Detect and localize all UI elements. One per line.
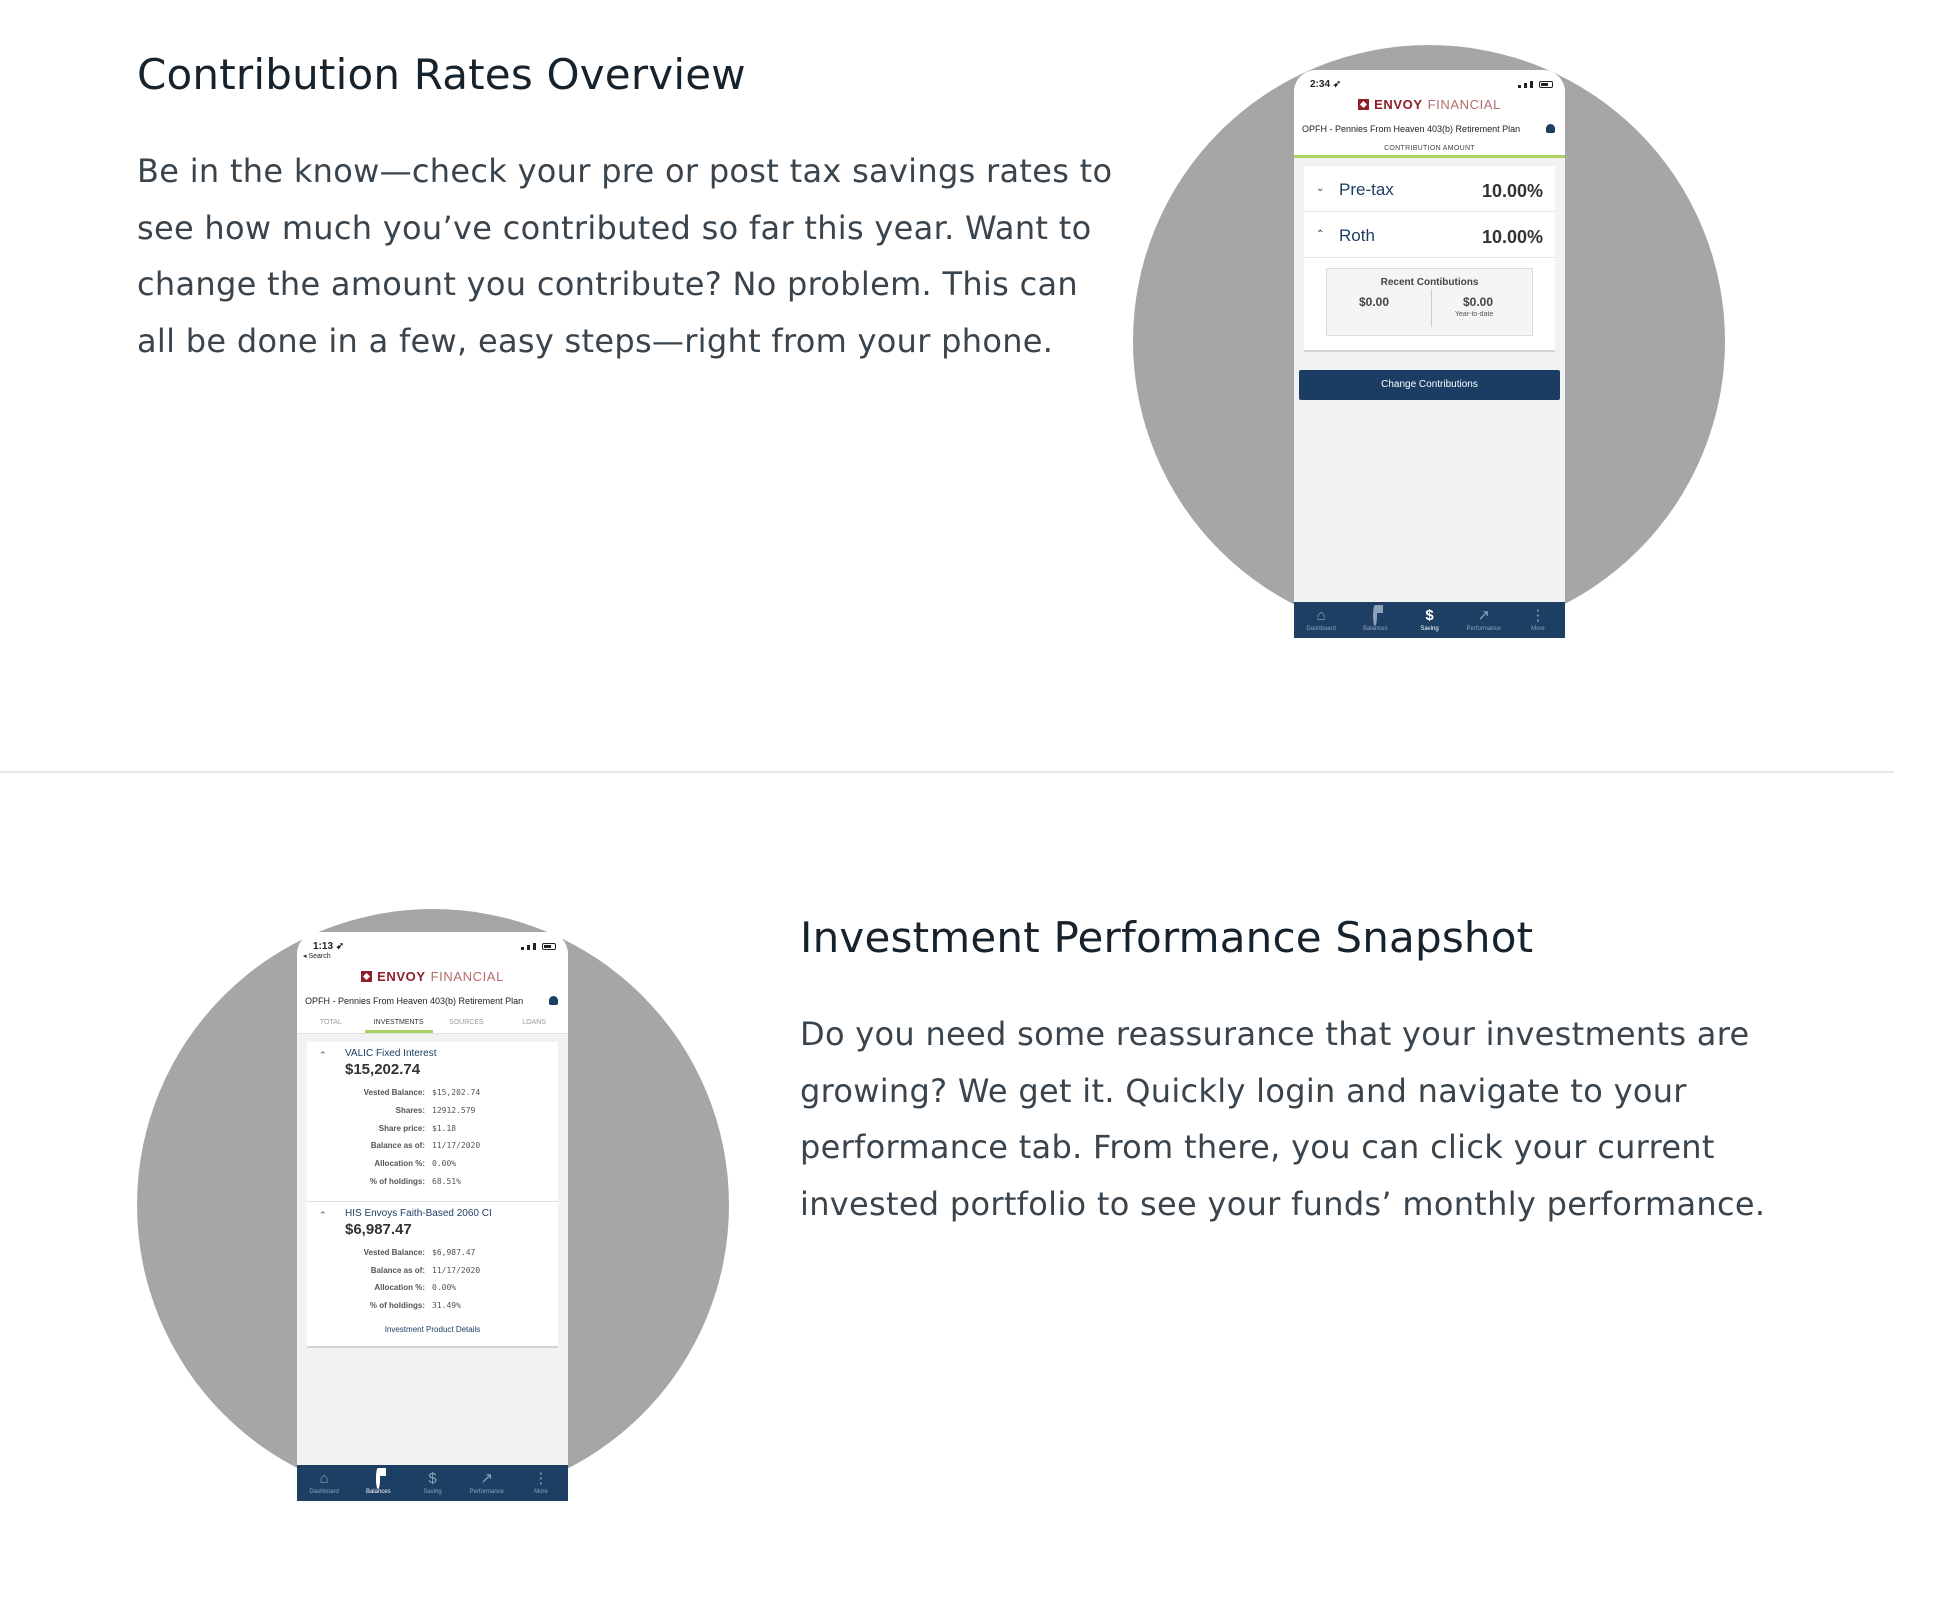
pie-chart-icon <box>1373 605 1377 626</box>
rate-row-roth[interactable] <box>1304 212 1555 258</box>
detail-row <box>307 1137 558 1155</box>
status-time: 2:34 ➶ <box>1310 79 1342 90</box>
detail-value: 11/17/2020 <box>432 1265 481 1275</box>
brand-suffix: FINANCIAL <box>430 968 504 984</box>
ytd-label: Year-to-date <box>1455 311 1494 318</box>
investments-card <box>307 1042 558 1348</box>
home-icon: ⌂ <box>319 1470 329 1487</box>
subtab-total[interactable]: TOTAL <box>319 1019 342 1026</box>
trend-icon: ↗ <box>480 1470 493 1487</box>
tab-balances[interactable] <box>1348 602 1402 638</box>
detail-value: 12912.579 <box>432 1105 476 1115</box>
trend-icon: ↗ <box>1477 607 1490 624</box>
signal-wifi-battery-icon <box>521 943 556 950</box>
investment-performance-description <box>800 1006 1765 1232</box>
detail-key: Balance as of: <box>370 1141 425 1151</box>
rate-label: Roth <box>1339 226 1375 245</box>
detail-row <box>307 1120 558 1138</box>
section-divider <box>0 771 1894 773</box>
subtab-investments[interactable]: INVESTMENTS <box>365 1012 433 1033</box>
chevron-up-icon: ⌃ <box>1316 229 1325 240</box>
description-line: Be in the know—check your pre or post tax savings rates to <box>137 152 1113 190</box>
tab-label: Saving <box>423 1489 442 1495</box>
brand-name: ENVOY <box>1374 96 1423 112</box>
tab-performance[interactable] <box>460 1465 514 1501</box>
contribution-card <box>1304 166 1555 352</box>
detail-value: $1.18 <box>432 1123 457 1133</box>
subtab-loans[interactable]: LOANS <box>522 1019 546 1026</box>
rate-row-pretax[interactable] <box>1304 166 1555 212</box>
detail-value: 31.49% <box>432 1301 461 1311</box>
detail-row <box>307 1297 558 1315</box>
recent-contributions-box <box>1326 268 1533 336</box>
description-line: performance tab. From there, you can click your current <box>800 1128 1715 1166</box>
detail-key: Balance as of: <box>370 1265 425 1275</box>
phone-contributions-screenshot <box>1294 70 1565 638</box>
recent-contribution-value: $0.00 <box>1359 295 1390 309</box>
contribution-amount-label: CONTRIBUTION AMOUNT <box>1294 140 1565 158</box>
fund-name: VALIC Fixed Interest <box>345 1048 437 1059</box>
subtab-sources[interactable]: SOURCES <box>449 1019 484 1026</box>
tab-label: Saving <box>1420 626 1439 632</box>
contribution-rates-description <box>137 143 1112 369</box>
investment-performance-title: Investment Performance Snapshot <box>800 913 1534 962</box>
change-contributions-button[interactable]: Change Contributions <box>1299 370 1560 400</box>
plan-name: OPFH - Pennies From Heaven 403(b) Retirement Plan <box>305 996 524 1006</box>
ytd-contribution-value: $0.00 <box>1463 295 1494 309</box>
detail-row <box>307 1102 558 1120</box>
detail-key: Allocation %: <box>374 1283 425 1293</box>
tab-balances[interactable] <box>351 1465 405 1501</box>
detail-key: Vested Balance: <box>363 1247 425 1257</box>
bell-icon[interactable] <box>1546 124 1555 133</box>
bottom-tab-bar <box>1294 602 1565 638</box>
tab-saving[interactable] <box>1402 602 1456 638</box>
envoy-logo-icon <box>1358 99 1369 110</box>
plan-selector[interactable] <box>1294 118 1565 140</box>
status-bar <box>1294 70 1565 90</box>
balance-subtabs <box>297 1012 568 1034</box>
tab-performance[interactable] <box>1457 602 1511 638</box>
detail-value: 0.00% <box>432 1283 457 1293</box>
brand-name: ENVOY <box>377 968 426 984</box>
fund-amount: $6,987.47 <box>345 1220 412 1238</box>
brand-suffix: FINANCIAL <box>1427 96 1501 112</box>
fund-item[interactable] <box>307 1042 558 1202</box>
card-bottom-border <box>1304 348 1555 352</box>
tab-label: More <box>534 1489 548 1495</box>
detail-value: $6,987.47 <box>432 1247 476 1257</box>
status-bar <box>297 932 568 952</box>
rate-value: 10.00% <box>1481 181 1543 201</box>
signal-wifi-battery-icon <box>1518 81 1553 88</box>
detail-key: Allocation %: <box>374 1159 425 1169</box>
detail-key: Vested Balance: <box>363 1088 425 1097</box>
divider <box>1431 289 1432 327</box>
detail-key: % of holdings: <box>369 1301 425 1311</box>
chevron-up-icon: ⌃ <box>319 1209 327 1220</box>
bottom-tab-bar <box>297 1465 568 1501</box>
pie-chart-icon <box>376 1468 380 1489</box>
rate-value: 10.00% <box>1481 227 1543 247</box>
plan-name: OPFH - Pennies From Heaven 403(b) Retirement Plan <box>1302 124 1521 134</box>
tab-more[interactable] <box>1511 602 1565 638</box>
detail-value: $15,202.74 <box>432 1088 481 1097</box>
description-line: change the amount you contribute? No problem. This can <box>137 265 1078 303</box>
rate-label: Pre-tax <box>1339 180 1394 199</box>
tab-dashboard[interactable] <box>297 1465 351 1501</box>
detail-row <box>307 1155 558 1173</box>
detail-key: Shares: <box>395 1105 425 1115</box>
fund-item[interactable] <box>307 1202 558 1315</box>
envoy-financial-logo <box>297 962 568 990</box>
detail-key: % of holdings: <box>369 1176 425 1186</box>
tab-more[interactable] <box>514 1465 568 1501</box>
tab-dashboard[interactable] <box>1294 602 1348 638</box>
status-time: 1:13 ➶ <box>313 941 345 952</box>
bell-icon[interactable] <box>549 996 558 1005</box>
plan-selector[interactable] <box>297 990 568 1012</box>
description-line: all be done in a few, easy steps—right from your phone. <box>137 321 1054 360</box>
envoy-financial-logo <box>1294 90 1565 118</box>
tab-label: Performance <box>469 1489 504 1495</box>
envoy-logo-icon <box>361 971 372 982</box>
description-line: invested portfolio to see your funds’ monthly performance. <box>800 1184 1766 1223</box>
detail-key: Share price: <box>378 1123 425 1133</box>
more-vertical-icon: ⋮ <box>1530 607 1546 624</box>
detail-row <box>307 1173 558 1191</box>
detail-row <box>307 1084 558 1102</box>
detail-row <box>307 1262 558 1280</box>
more-vertical-icon: ⋮ <box>533 1470 549 1487</box>
tab-label: Dashboard <box>309 1489 339 1495</box>
chevron-up-icon: ⌃ <box>319 1050 327 1060</box>
back-to-search-link[interactable]: ◂ Search <box>297 952 568 962</box>
tab-label: More <box>1531 626 1545 632</box>
detail-value: 68.51% <box>432 1176 461 1186</box>
fund-amount: $15,202.74 <box>345 1061 421 1078</box>
tab-label: Performance <box>1466 626 1501 632</box>
dollar-icon: $ <box>1425 607 1434 624</box>
recent-contributions-title: Recent Contibutions <box>1380 277 1479 288</box>
description-line: growing? We get it. Quickly login and navigate to your <box>800 1071 1687 1110</box>
tab-label: Dashboard <box>1306 626 1336 632</box>
description-line: see how much you’ve contributed so far this year. Want to <box>137 208 1092 247</box>
tab-label: Balances <box>365 1489 391 1495</box>
tab-label: Balances <box>1362 626 1388 632</box>
tab-saving[interactable] <box>405 1465 459 1501</box>
detail-row <box>307 1244 558 1262</box>
investment-product-details-link[interactable]: Investment Product Details <box>384 1324 481 1334</box>
detail-value: 0.00% <box>432 1159 457 1169</box>
description-line: Do you need some reassurance that your investments are <box>800 1015 1750 1053</box>
fund-name: HIS Envoys Faith-Based 2060 CI <box>345 1207 492 1219</box>
contribution-rates-title: Contribution Rates Overview <box>137 50 746 99</box>
chevron-down-icon: ⌄ <box>1316 183 1325 194</box>
home-icon: ⌂ <box>1316 607 1326 624</box>
dollar-icon: $ <box>428 1470 437 1487</box>
detail-row <box>307 1279 558 1297</box>
phone-investments-screenshot <box>297 932 568 1501</box>
detail-value: 11/17/2020 <box>432 1141 481 1151</box>
